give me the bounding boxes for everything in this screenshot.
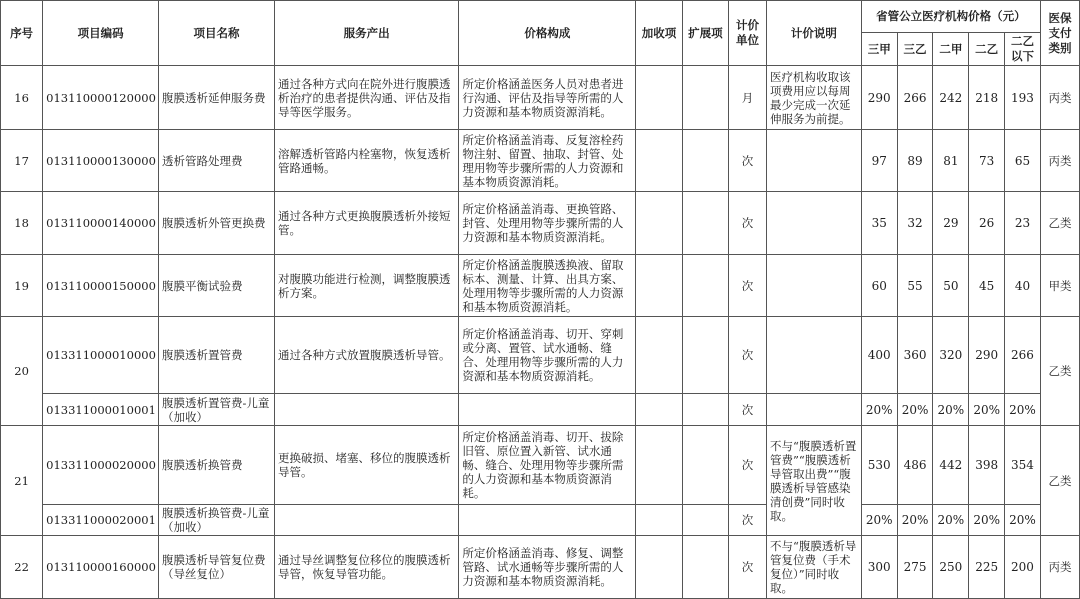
header-seq: 序号 <box>1 1 43 66</box>
row-output: 更换破损、堵塞、移位的腹膜透析导管。 <box>274 426 458 505</box>
row-sub-add-item <box>636 505 682 536</box>
header-level-1: 三甲 <box>861 33 897 66</box>
header-name: 项目名称 <box>159 1 275 66</box>
table-row-sub <box>1 394 1080 426</box>
row-output: 通过导丝调整复位移位的腹膜透析导管，恢复导管功能。 <box>274 536 458 599</box>
row-price-2: 486 <box>897 426 933 505</box>
row-unit: 次 <box>729 426 767 505</box>
row-sub-price-5: 20% <box>1005 505 1041 536</box>
table-row <box>1 130 1080 192</box>
header-price-group: 省管公立医疗机构价格（元） <box>861 1 1040 33</box>
row-ext-item <box>682 536 728 599</box>
header-level-4: 二乙 <box>969 33 1005 66</box>
row-price-1: 35 <box>861 192 897 255</box>
row-code: 013311000020000 <box>43 426 159 505</box>
row-price-5: 354 <box>1005 426 1041 505</box>
row-sub-price-4: 20% <box>969 394 1005 426</box>
row-name: 腹膜透析导管复位费（导丝复位） <box>159 536 275 599</box>
row-sub-price-3: 20% <box>933 394 969 426</box>
row-price-composition: 所定价格涵盖消毒、更换管路、封管、处理用物等步骤所需的人力资源和基本物质资源消耗。 <box>459 192 636 255</box>
header-insurance: 医保支付类别 <box>1040 1 1079 66</box>
row-price-5: 200 <box>1005 536 1041 599</box>
row-unit: 月 <box>729 66 767 130</box>
row-note: 不与“腹膜透析导管复位费（手术复位）”同时收取。 <box>767 536 862 599</box>
row-output: 溶解透析管路内栓塞物，恢复透析管路通畅。 <box>274 130 458 192</box>
row-add-item <box>636 536 682 599</box>
row-sub-price-4: 20% <box>969 505 1005 536</box>
row-ext-item <box>682 426 728 505</box>
row-sub-price-2: 20% <box>897 505 933 536</box>
row-note <box>767 130 862 192</box>
row-price-2: 32 <box>897 192 933 255</box>
row-sub-price-composition <box>459 505 636 536</box>
row-price-4: 45 <box>969 255 1005 317</box>
header-unit: 计价单位 <box>729 1 767 66</box>
row-code: 013110000160000 <box>43 536 159 599</box>
row-ext-item <box>682 66 728 130</box>
row-insurance: 丙类 <box>1040 536 1079 599</box>
row-price-3: 250 <box>933 536 969 599</box>
row-insurance: 乙类 <box>1040 192 1079 255</box>
row-add-item <box>636 130 682 192</box>
row-add-item <box>636 426 682 505</box>
row-price-3: 29 <box>933 192 969 255</box>
row-ext-item <box>682 255 728 317</box>
row-price-2: 55 <box>897 255 933 317</box>
row-seq: 21 <box>1 426 43 536</box>
row-price-1: 290 <box>861 66 897 130</box>
row-insurance: 丙类 <box>1040 130 1079 192</box>
row-name: 腹膜透析外管更换费 <box>159 192 275 255</box>
row-seq: 22 <box>1 536 43 599</box>
header-price-composition: 价格构成 <box>459 1 636 66</box>
row-insurance: 乙类 <box>1040 426 1079 536</box>
row-code: 013110000150000 <box>43 255 159 317</box>
row-price-3: 50 <box>933 255 969 317</box>
row-note: 医疗机构收取该项费用应以每周最少完成一次延伸服务为前提。 <box>767 66 862 130</box>
row-sub-code: 013311000020001 <box>43 505 159 536</box>
row-add-item <box>636 192 682 255</box>
table-row <box>1 317 1080 394</box>
row-price-1: 400 <box>861 317 897 394</box>
row-price-3: 320 <box>933 317 969 394</box>
row-unit: 次 <box>729 536 767 599</box>
row-price-5: 23 <box>1005 192 1041 255</box>
row-price-4: 398 <box>969 426 1005 505</box>
row-price-2: 360 <box>897 317 933 394</box>
row-note <box>767 255 862 317</box>
row-sub-price-2: 20% <box>897 394 933 426</box>
row-ext-item <box>682 192 728 255</box>
row-seq: 16 <box>1 66 43 130</box>
header-code: 项目编码 <box>43 1 159 66</box>
row-name: 腹膜透析换管费 <box>159 426 275 505</box>
row-note <box>767 192 862 255</box>
header-note: 计价说明 <box>767 1 862 66</box>
row-insurance: 甲类 <box>1040 255 1079 317</box>
row-price-5: 40 <box>1005 255 1041 317</box>
row-sub-price-composition <box>459 394 636 426</box>
row-price-1: 530 <box>861 426 897 505</box>
row-price-composition: 所定价格涵盖消毒、修复、调整管路、试水通畅等步骤所需的人力资源和基本物质资源消耗。 <box>459 536 636 599</box>
row-sub-name: 腹膜透析换管费-儿童（加收） <box>159 505 275 536</box>
row-code: 013110000130000 <box>43 130 159 192</box>
row-seq: 20 <box>1 317 43 426</box>
row-seq: 18 <box>1 192 43 255</box>
row-name: 腹膜平衡试验费 <box>159 255 275 317</box>
row-price-composition: 所定价格涵盖消毒、反复溶栓药物注射、留置、抽取、封管、处理用物等步骤所需的人力资源和基本物质资源消耗。 <box>459 130 636 192</box>
row-price-5: 266 <box>1005 317 1041 394</box>
row-price-1: 300 <box>861 536 897 599</box>
row-seq: 19 <box>1 255 43 317</box>
row-sub-price-5: 20% <box>1005 394 1041 426</box>
row-price-5: 65 <box>1005 130 1041 192</box>
table-row <box>1 66 1080 130</box>
row-output: 通过各种方式放置腹膜透析导管。 <box>274 317 458 394</box>
row-price-4: 218 <box>969 66 1005 130</box>
header-output: 服务产出 <box>274 1 458 66</box>
row-sub-name: 腹膜透析置管费-儿童（加收） <box>159 394 275 426</box>
row-add-item <box>636 66 682 130</box>
row-unit: 次 <box>729 317 767 394</box>
table-row <box>1 192 1080 255</box>
row-add-item <box>636 317 682 394</box>
row-code: 013311000010000 <box>43 317 159 394</box>
row-sub-unit: 次 <box>729 394 767 426</box>
row-code: 013110000120000 <box>43 66 159 130</box>
row-note: 不与“腹膜透析置管费”“腹膜透析导管取出费”“腹膜透析导管感染清创费”同时收取。 <box>767 426 862 536</box>
row-unit: 次 <box>729 192 767 255</box>
row-code: 013110000140000 <box>43 192 159 255</box>
header-level-5: 二乙以下 <box>1005 33 1041 66</box>
header-add-item: 加收项 <box>636 1 682 66</box>
row-unit: 次 <box>729 130 767 192</box>
row-price-4: 290 <box>969 317 1005 394</box>
row-name: 腹膜透析延伸服务费 <box>159 66 275 130</box>
row-insurance: 丙类 <box>1040 66 1079 130</box>
row-name: 透析管路处理费 <box>159 130 275 192</box>
table-row <box>1 255 1080 317</box>
row-sub-ext-item <box>682 394 728 426</box>
row-price-composition: 所定价格涵盖腹膜透换液、留取标本、测量、计算、出具方案、处理用物等步骤所需的人力资源和基本物质资源消耗。 <box>459 255 636 317</box>
header-ext-item: 扩展项 <box>682 1 728 66</box>
row-price-composition: 所定价格涵盖医务人员对患者进行沟通、评估及指导等所需的人力资源和基本物质资源消耗。 <box>459 66 636 130</box>
row-name: 腹膜透析置管费 <box>159 317 275 394</box>
row-ext-item <box>682 130 728 192</box>
row-price-composition: 所定价格涵盖消毒、切开、穿刺或分离、置管、试水通畅、缝合、处理用物等步骤所需的人力资源和基本物质资源消耗。 <box>459 317 636 394</box>
row-output: 通过各种方式向在院外进行腹膜透析治疗的患者提供沟通、评估及指导等医学服务。 <box>274 66 458 130</box>
row-sub-code: 013311000010001 <box>43 394 159 426</box>
row-price-3: 442 <box>933 426 969 505</box>
row-output: 对腹膜功能进行检测，调整腹膜透析方案。 <box>274 255 458 317</box>
row-sub-price-1: 20% <box>861 394 897 426</box>
header-level-3: 二甲 <box>933 33 969 66</box>
row-price-2: 89 <box>897 130 933 192</box>
row-note <box>767 317 862 394</box>
row-output: 通过各种方式更换腹膜透析外接短管。 <box>274 192 458 255</box>
row-sub-output <box>274 394 458 426</box>
row-price-5: 193 <box>1005 66 1041 130</box>
row-insurance: 乙类 <box>1040 317 1079 426</box>
header-level-2: 三乙 <box>897 33 933 66</box>
row-add-item <box>636 255 682 317</box>
row-sub-unit: 次 <box>729 505 767 536</box>
table-row <box>1 536 1080 599</box>
row-price-2: 275 <box>897 536 933 599</box>
row-sub-ext-item <box>682 505 728 536</box>
table-row-sub <box>1 505 1080 536</box>
row-sub-price-3: 20% <box>933 505 969 536</box>
row-sub-price-1: 20% <box>861 505 897 536</box>
row-sub-output <box>274 505 458 536</box>
row-price-4: 73 <box>969 130 1005 192</box>
row-price-3: 242 <box>933 66 969 130</box>
row-sub-note <box>767 394 862 426</box>
row-price-3: 81 <box>933 130 969 192</box>
row-price-1: 97 <box>861 130 897 192</box>
row-ext-item <box>682 317 728 394</box>
row-sub-add-item <box>636 394 682 426</box>
row-price-4: 225 <box>969 536 1005 599</box>
row-price-4: 26 <box>969 192 1005 255</box>
row-price-2: 266 <box>897 66 933 130</box>
row-price-1: 60 <box>861 255 897 317</box>
table-row <box>1 426 1080 505</box>
row-seq: 17 <box>1 130 43 192</box>
row-unit: 次 <box>729 255 767 317</box>
row-price-composition: 所定价格涵盖消毒、切开、拔除旧管、原位置入新管、试水通畅、缝合、处理用物等步骤所需的人力资源和基本物质资源消耗。 <box>459 426 636 505</box>
